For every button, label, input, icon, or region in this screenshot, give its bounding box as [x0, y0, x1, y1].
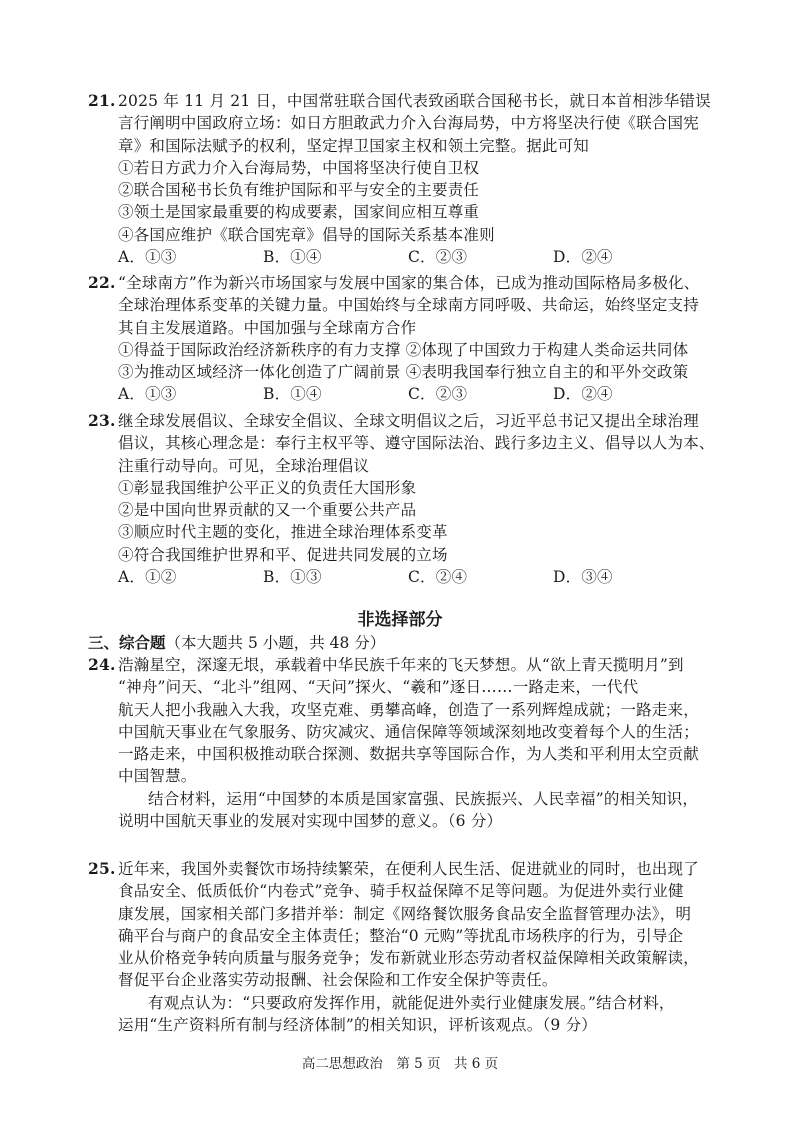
option-d[interactable]: D．②④ — [553, 385, 613, 404]
question-23 — [88, 410, 728, 588]
statement-item: ②是中国向世界贡献的又一个重要公共产品 — [118, 501, 417, 520]
section-note: （本大题共 5 小题，共 48 分） — [165, 634, 386, 652]
section-title: 三、综合题 — [88, 633, 166, 652]
option-a[interactable]: A．①③ — [118, 248, 177, 267]
statement-item: ①若日方武力介入台海局势，中国将坚决行使自卫权 — [118, 158, 480, 177]
option-d[interactable]: D．③④ — [553, 568, 613, 587]
stem-line: 全球治理体系变革的关键力量。中国始终与全球南方同呼吸、共命运，始终坚定支持 — [118, 296, 699, 315]
material-line: 航天人把小我融入大我，攻坚克难、勇攀高峰，创造了一系列辉煌成就；一路走来， — [118, 700, 699, 719]
question-22 — [88, 272, 728, 406]
stem-line: 言行阐明中国政府立场：如日方胆敢武力介入台海局势，中方将坚决行使《联合国宪 — [118, 114, 699, 133]
material-line: 浩瀚星空，深邃无垠，承载着中华民族千年来的飞天梦想。从“欲上青天揽明月”到 — [118, 656, 684, 674]
material-line: 督促平台企业落实劳动报酬、社会保险和工作安全保护等责任。 — [118, 971, 558, 990]
material-line: 近年来，我国外卖餐饮市场持续繁荣，在便利人民生活、促进就业的同时，也出现了 — [118, 860, 699, 878]
question-25 — [88, 858, 728, 1036]
material-line: 业从价格竞争转向质量与服务竞争；发布新就业形态劳动者权益保障相关政策解读， — [118, 949, 699, 968]
statement-item: ④符合我国维护世界和平、促进共同发展的立场 — [118, 545, 448, 564]
question-21 — [88, 90, 728, 268]
task-line: 结合材料，运用“中国梦的本质是国家富强、民族振兴、人民幸福”的相关知识， — [148, 789, 699, 808]
stem-line: 其自主发展道路。中国加强与全球南方合作 — [118, 318, 417, 337]
part-title: 非选择部分 — [357, 610, 443, 630]
answer-options — [118, 246, 728, 268]
stem-line: “全球南方”作为新兴市场国家与发展中国家的集合体，已成为推动国际格局多极化、 — [118, 274, 700, 292]
statement-item: ③领土是国家最重要的构成要素，国家间应相互尊重 — [118, 203, 480, 222]
option-a[interactable]: A．①③ — [118, 385, 177, 404]
question-number: 21. — [88, 91, 116, 110]
stem-line: 章》和国际法赋予的权利，坚定捍卫国家主权和领土完整。据此可知 — [118, 136, 590, 155]
material-line: 康发展，国家相关部门多措并举：制定《网络餐饮服务食品安全监督管理办法》，明 — [118, 904, 692, 923]
stem-line: 2025 年 11 月 21 日，中国常驻联合国代表致函联合国秘书长，就日本首相涉华错误 — [118, 92, 711, 110]
stem-line: 倡议，其核心理念是：奉行主权平等、遵守国际法治、践行多边主义、倡导以人为本、 — [118, 434, 715, 453]
task-line: 有观点认为：“只要政府发挥作用，就能促进外卖行业健康发展。”结合材料， — [148, 993, 675, 1012]
stem-line: 注重行动导向。可见，全球治理倡议 — [118, 456, 370, 475]
option-c[interactable]: C．②③ — [408, 248, 468, 267]
statement-item: ①彰显我国维护公平正义的负责任大国形象 — [118, 478, 417, 497]
question-number: 25. — [88, 859, 116, 878]
question-number: 23. — [88, 411, 116, 430]
material-line: “神舟”问天、“北斗”组网、“天问”探火、“羲和”逐日……一路走来，一代代 — [118, 678, 639, 697]
option-a[interactable]: A．①② — [118, 568, 177, 587]
question-24 — [88, 654, 728, 832]
material-line: 食品安全、低质低价“内卷式”竞争、骑手权益保障不足等问题。为促进外卖行业健 — [118, 882, 684, 901]
statement-item: ②联合国秘书长负有维护国际和平与安全的主要责任 — [118, 181, 480, 200]
option-d[interactable]: D．②④ — [553, 248, 613, 267]
material-line: 中国航天事业在气象服务、防灾减灾、通信保障等领域深刻地改变着每个人的生活； — [118, 722, 699, 741]
task-line: 说明中国航天事业的发展对实现中国梦的意义。（6 分） — [118, 812, 503, 831]
question-number: 24. — [88, 655, 116, 674]
statement-item: ①得益于国际政治经济新秩序的有力支撑 ②体现了中国致力于构建人类命运共同体 — [118, 340, 689, 359]
material-line: 中国智慧。 — [118, 767, 197, 786]
task-line: 运用“生产资料所有制与经济体制”的相关知识，评析该观点。（9 分） — [118, 1016, 597, 1035]
option-c[interactable]: C．②④ — [408, 568, 468, 587]
option-c[interactable]: C．②③ — [408, 385, 468, 404]
option-b[interactable]: B．①④ — [263, 248, 322, 267]
material-line: 确平台与商户的食品安全主体责任；整治“0 元购”等扰乱市场秩序的行为，引导企 — [118, 926, 684, 945]
statement-item: ③为推动区域经济一体化创造了广阔前景 ④表明我国奉行独立自主的和平外交政策 — [118, 363, 689, 382]
material-line: 一路走来，中国积极推动联合探测、数据共享等国际合作，为人类和平利用太空贡献 — [118, 745, 699, 764]
statement-item: ③顺应时代主题的变化，推进全球治理体系变革 — [118, 523, 448, 542]
question-number: 22. — [88, 273, 116, 292]
statement-item: ④各国应维护《联合国宪章》倡导的国际关系基本准则 — [118, 225, 495, 244]
answer-options — [118, 566, 728, 588]
stem-line: 继全球发展倡议、全球安全倡议、全球文明倡议之后，习近平总书记又提出全球治理 — [118, 412, 699, 430]
option-b[interactable]: B．①④ — [263, 385, 322, 404]
section-heading — [88, 631, 385, 653]
answer-options — [118, 383, 728, 405]
option-b[interactable]: B．①③ — [263, 568, 322, 587]
page-footer: 高二思想政治 第 5 页 共 6 页 — [301, 1056, 499, 1072]
